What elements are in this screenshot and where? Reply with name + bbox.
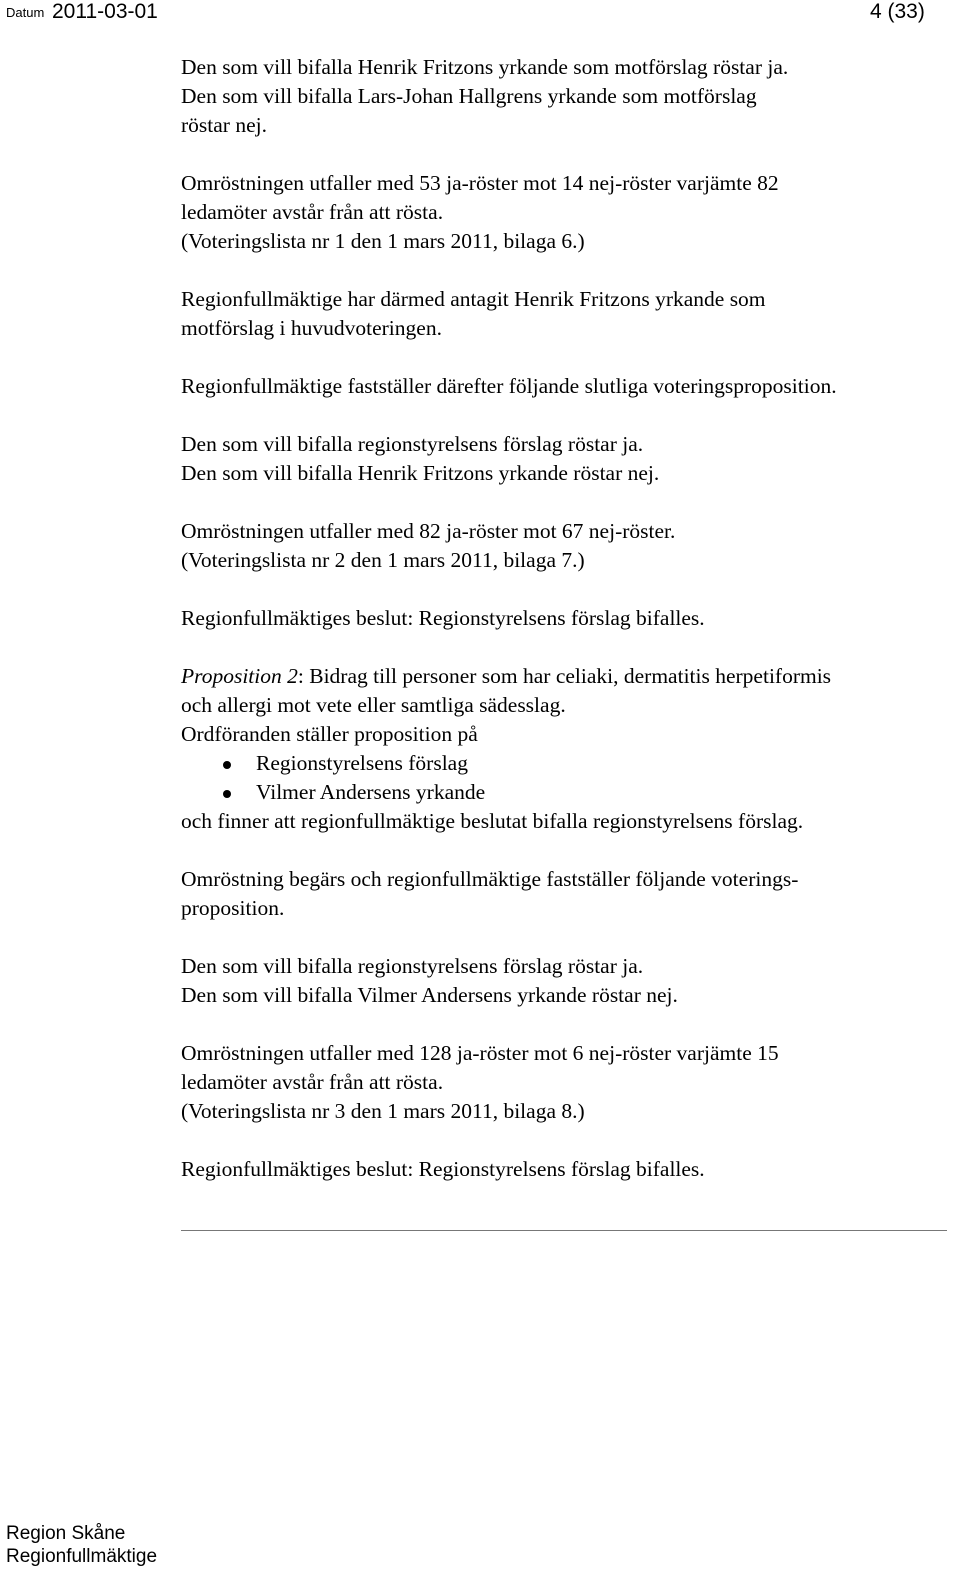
paragraph-vote-proposition-1 [181,53,951,140]
paragraph-vote-proposition-3 [181,952,951,1010]
proposition-2-section [181,662,951,836]
document-body [181,53,951,1184]
proposition-options-list [181,749,951,807]
paragraph-vote-result-1 [181,169,951,256]
text-line [181,662,951,691]
footer [6,1522,157,1568]
paragraph-decision-2 [181,1155,951,1184]
list-item [181,778,951,807]
bullet-icon [223,790,231,798]
page-number: 4 (33) [870,0,925,23]
paragraph-decision-1 [181,604,951,633]
text-line: proposition. [181,896,285,920]
bullet-icon [223,761,231,769]
date-label: Datum [6,5,45,20]
text-line: (Voteringslista nr 1 den 1 mars 2011, bilaga 6.) [181,229,585,253]
text-line: Den som vill bifalla Henrik Fritzons yrkande som motförslag röstar ja. [181,55,789,79]
paragraph-vote-request [181,865,951,923]
footer-organization: Region Skåne [6,1523,126,1544]
text-line: ledamöter avstår från att rösta. [181,1070,444,1094]
text-line: (Voteringslista nr 2 den 1 mars 2011, bilaga 7.) [181,548,585,572]
text-line: Ordföranden ställer proposition på [181,722,478,746]
text-line: Den som vill bifalla regionstyrelsens förslag röstar ja. [181,432,644,456]
paragraph-final-proposition [181,372,951,401]
text-line: Den som vill bifalla regionstyrelsens förslag röstar ja. [181,954,644,978]
text-line: Regionfullmäktige fastställer därefter följande slutliga voteringsproposition. [181,374,837,398]
list-item-label: Regionstyrelsens förslag [256,751,468,775]
document-date: 2011-03-01 [52,0,158,23]
text-line: Den som vill bifalla Henrik Fritzons yrkande röstar nej. [181,461,660,485]
proposition-2-subject: : Bidrag till personer som har celiaki, dermatitis herpetiformis [297,664,832,688]
text-line: Den som vill bifalla Lars-Johan Hallgrens yrkande som motförslag [181,84,757,108]
text-line: motförslag i huvudvoteringen. [181,316,442,340]
paragraph-vote-proposition-2 [181,430,951,488]
paragraph-vote-result-2 [181,517,951,575]
text-line: Regionfullmäktige har därmed antagit Henrik Fritzons yrkande som [181,287,766,311]
text-line: Den som vill bifalla Vilmer Andersens yrkande röstar nej. [181,983,678,1007]
footer-body: Regionfullmäktige [6,1546,158,1567]
text-line: röstar nej. [181,113,267,137]
paragraph-adopted [181,285,951,343]
list-item [181,749,951,778]
proposition-2-finding [181,807,951,836]
text-line: Omröstningen utfaller med 82 ja-röster mot 67 nej-röster. [181,519,676,543]
text-line: (Voteringslista nr 3 den 1 mars 2011, bilaga 8.) [181,1099,585,1123]
list-item-label: Vilmer Andersens yrkande [256,780,486,804]
text-line: Omröstningen utfaller med 128 ja-röster mot 6 nej-röster varjämte 15 [181,1041,779,1065]
paragraph-vote-result-3 [181,1039,951,1126]
text-line: och finner att regionfullmäktige beslutat bifalla regionstyrelsens förslag. [181,809,804,833]
text-line: Omröstning begärs och regionfullmäktige fastställer följande voterings- [181,867,799,891]
text-line: Regionfullmäktiges beslut: Regionstyrelsens förslag bifalles. [181,606,705,630]
text-line: Omröstningen utfaller med 53 ja-röster mot 14 nej-röster varjämte 82 [181,171,779,195]
text-line: ledamöter avstår från att rösta. [181,200,444,224]
footnote-divider [181,1230,947,1231]
proposition-2-title: Proposition 2 [181,664,298,688]
text-line: Regionfullmäktiges beslut: Regionstyrelsens förslag bifalles. [181,1157,705,1181]
text-line: och allergi mot vete eller samtliga sädesslag. [181,693,566,717]
